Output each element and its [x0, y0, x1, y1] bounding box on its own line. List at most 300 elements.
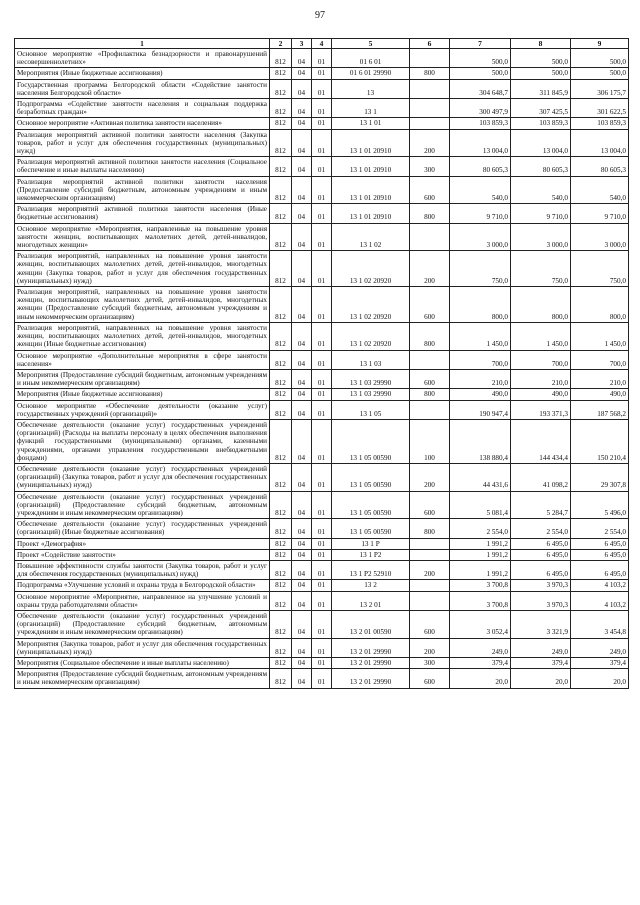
target-article-code: 13 1 01: [332, 118, 410, 129]
ministry-code: 812: [270, 610, 292, 638]
amount-year-2: 800,0: [511, 287, 571, 323]
amount-year-1: 3 700,8: [450, 591, 511, 610]
subsection-code: 01: [312, 560, 332, 579]
target-article-code: 13 2 01 29990: [332, 638, 410, 657]
subsection-code: 01: [312, 491, 332, 519]
expense-name: Основное мероприятие «Обеспечение деятельности (оказание услуг) государственных учреждений (организаций)»: [15, 400, 270, 419]
expense-name: Реализация мероприятий, направленных на повышение уровня занятости женщин, воспитывающих малолетних детей, детей-инвалидов, многодетных женщин (Иные бюджетные ассигнования): [15, 322, 270, 350]
table-row: [15, 99, 629, 118]
amount-year-3: 210,0: [571, 369, 629, 388]
ministry-code: 812: [270, 79, 292, 98]
amount-year-3: 6 495,0: [571, 560, 629, 579]
expense-type-code: [410, 591, 450, 610]
table-row: [15, 638, 629, 657]
expense-name: Мероприятия (Закупка товаров, работ и услуг для обеспечения государственных (муниципальных) нужд): [15, 638, 270, 657]
amount-year-1: 379,4: [450, 658, 511, 669]
ministry-code: 812: [270, 591, 292, 610]
expense-type-code: 100: [410, 419, 450, 463]
expense-name: Обеспечение деятельности (оказание услуг) государственных учреждений (организаций) (Расходы на выплаты персоналу в целях обеспечения выполнения функций государственными (муниципальными) органами, казенными учреждениями, органами управления государственными внебюджетными фондами): [15, 419, 270, 463]
section-code: 04: [292, 99, 312, 118]
table-row: [15, 389, 629, 400]
subsection-code: 01: [312, 251, 332, 287]
table-row: [15, 350, 629, 369]
expense-name: Государственная программа Белгородской области «Содействие занятости населения Белгородской области»: [15, 79, 270, 98]
section-code: 04: [292, 176, 312, 204]
expense-type-code: [410, 99, 450, 118]
amount-year-1: 540,0: [450, 176, 511, 204]
amount-year-3: 301 622,5: [571, 99, 629, 118]
expense-type-code: [410, 549, 450, 560]
amount-year-3: 4 103,2: [571, 591, 629, 610]
table-row: [15, 669, 629, 688]
table-row: [15, 491, 629, 519]
expense-type-code: [410, 49, 450, 68]
section-code: 04: [292, 549, 312, 560]
section-code: 04: [292, 49, 312, 68]
expense-type-code: 600: [410, 369, 450, 388]
amount-year-3: 1 450,0: [571, 322, 629, 350]
amount-year-2: 540,0: [511, 176, 571, 204]
section-code: 04: [292, 223, 312, 251]
amount-year-2: 41 098,2: [511, 463, 571, 491]
section-code: 04: [292, 118, 312, 129]
column-header-4: 4: [312, 39, 332, 49]
amount-year-3: 379,4: [571, 658, 629, 669]
expense-name: Мероприятия (Социальное обеспечение и иные выплаты населению): [15, 658, 270, 669]
ministry-code: 812: [270, 369, 292, 388]
amount-year-3: 13 004,0: [571, 129, 629, 157]
amount-year-3: 20,0: [571, 669, 629, 688]
expense-name: Мероприятия (Предоставление субсидий бюджетным, автономным учреждениям и иным некоммерческим организациям): [15, 669, 270, 688]
ministry-code: 812: [270, 49, 292, 68]
subsection-code: 01: [312, 129, 332, 157]
amount-year-3: 6 495,0: [571, 549, 629, 560]
subsection-code: 01: [312, 79, 332, 98]
expense-type-code: [410, 538, 450, 549]
amount-year-2: 103 859,3: [511, 118, 571, 129]
ministry-code: 812: [270, 157, 292, 176]
amount-year-1: 1 450,0: [450, 322, 511, 350]
amount-year-3: 750,0: [571, 251, 629, 287]
ministry-code: 812: [270, 580, 292, 591]
expense-name: Обеспечение деятельности (оказание услуг) государственных учреждений (организаций) (Предоставление субсидий бюджетным, автономным учреждениям и иным некоммерческим организациям): [15, 491, 270, 519]
amount-year-2: 6 495,0: [511, 538, 571, 549]
expense-name: Проект «Содействие занятости»: [15, 549, 270, 560]
ministry-code: 812: [270, 638, 292, 657]
target-article-code: 13 1 02: [332, 223, 410, 251]
expense-type-code: 200: [410, 638, 450, 657]
table-body: [15, 49, 629, 689]
section-code: 04: [292, 580, 312, 591]
amount-year-3: 4 103,2: [571, 580, 629, 591]
amount-year-3: 3 000,0: [571, 223, 629, 251]
target-article-code: 13 1 05 00590: [332, 491, 410, 519]
amount-year-2: 193 371,3: [511, 400, 571, 419]
target-article-code: 13 1 03 29990: [332, 369, 410, 388]
ministry-code: 812: [270, 99, 292, 118]
expense-type-code: [410, 118, 450, 129]
target-article-code: 13 1 03 29990: [332, 389, 410, 400]
section-code: 04: [292, 287, 312, 323]
expense-type-code: 200: [410, 560, 450, 579]
ministry-code: 812: [270, 251, 292, 287]
table-row: [15, 223, 629, 251]
ministry-code: 812: [270, 538, 292, 549]
target-article-code: 01 6 01: [332, 49, 410, 68]
amount-year-3: 150 210,4: [571, 419, 629, 463]
expense-type-code: 200: [410, 463, 450, 491]
section-code: 04: [292, 419, 312, 463]
amount-year-1: 210,0: [450, 369, 511, 388]
target-article-code: 13 2 01: [332, 591, 410, 610]
target-article-code: 13 1: [332, 99, 410, 118]
amount-year-2: 5 284,7: [511, 491, 571, 519]
target-article-code: 13 1 01 20910: [332, 204, 410, 223]
table-row: [15, 118, 629, 129]
expense-type-code: 800: [410, 322, 450, 350]
expense-type-code: 800: [410, 389, 450, 400]
target-article-code: 13 1 03: [332, 350, 410, 369]
section-code: 04: [292, 658, 312, 669]
column-header-6: 6: [410, 39, 450, 49]
target-article-code: 13 1 02 20920: [332, 251, 410, 287]
ministry-code: 812: [270, 400, 292, 419]
table-row: [15, 176, 629, 204]
expense-type-code: 800: [410, 204, 450, 223]
amount-year-2: 9 710,0: [511, 204, 571, 223]
ministry-code: 812: [270, 491, 292, 519]
subsection-code: 01: [312, 610, 332, 638]
expense-name: Основное мероприятие «Дополнительные мероприятия в сфере занятости населения»: [15, 350, 270, 369]
section-code: 04: [292, 400, 312, 419]
column-header-8: 8: [511, 39, 571, 49]
amount-year-1: 13 004,0: [450, 129, 511, 157]
expense-name: Подпрограмма «Улучшение условий и охраны труда в Белгородской области»: [15, 580, 270, 591]
expense-type-code: [410, 350, 450, 369]
ministry-code: 812: [270, 176, 292, 204]
column-header-3: 3: [292, 39, 312, 49]
table-row: [15, 287, 629, 323]
amount-year-3: 5 496,0: [571, 491, 629, 519]
expense-name: Реализация мероприятий активной политики занятости населения (Закупка товаров, работ и услуг для обеспечения государственных (муниципальных) нужд): [15, 129, 270, 157]
subsection-code: 01: [312, 638, 332, 657]
subsection-code: 01: [312, 204, 332, 223]
expense-name: Основное мероприятие «Активная политика занятости населения»: [15, 118, 270, 129]
subsection-code: 01: [312, 322, 332, 350]
expense-type-code: [410, 400, 450, 419]
subsection-code: 01: [312, 99, 332, 118]
section-code: 04: [292, 369, 312, 388]
amount-year-1: 1 991,2: [450, 560, 511, 579]
page-number: 97: [315, 10, 325, 21]
expense-name: Реализация мероприятий, направленных на повышение уровня занятости женщин, воспитывающих малолетних детей, детей-инвалидов, многодетных женщин (Закупка товаров, работ и услуг для обеспечения государственных (муниципальных) нужд): [15, 251, 270, 287]
section-code: 04: [292, 560, 312, 579]
column-header-9: 9: [571, 39, 629, 49]
amount-year-2: 80 605,3: [511, 157, 571, 176]
amount-year-1: 138 880,4: [450, 419, 511, 463]
section-code: 04: [292, 322, 312, 350]
column-header-1: 1: [15, 39, 270, 49]
table-row: [15, 610, 629, 638]
subsection-code: 01: [312, 538, 332, 549]
amount-year-2: 500,0: [511, 68, 571, 79]
table-row: [15, 322, 629, 350]
subsection-code: 01: [312, 580, 332, 591]
table-row: [15, 658, 629, 669]
expense-type-code: [410, 223, 450, 251]
table-row: [15, 204, 629, 223]
section-code: 04: [292, 463, 312, 491]
target-article-code: 13 1 05 00590: [332, 519, 410, 538]
expense-name: Проект «Демография»: [15, 538, 270, 549]
subsection-code: 01: [312, 549, 332, 560]
amount-year-2: 500,0: [511, 49, 571, 68]
table-row: [15, 538, 629, 549]
section-code: 04: [292, 638, 312, 657]
subsection-code: 01: [312, 419, 332, 463]
table-row: [15, 519, 629, 538]
expense-type-code: 200: [410, 251, 450, 287]
expense-type-code: [410, 580, 450, 591]
amount-year-1: 1 991,2: [450, 549, 511, 560]
table-row: [15, 68, 629, 79]
section-code: 04: [292, 204, 312, 223]
amount-year-2: 700,0: [511, 350, 571, 369]
section-code: 04: [292, 251, 312, 287]
target-article-code: 13 1 Р: [332, 538, 410, 549]
target-article-code: 13 1 05 00590: [332, 419, 410, 463]
ministry-code: 812: [270, 549, 292, 560]
ministry-code: 812: [270, 287, 292, 323]
ministry-code: 812: [270, 389, 292, 400]
amount-year-3: 3 454,8: [571, 610, 629, 638]
expense-type-code: 200: [410, 129, 450, 157]
column-header-5: 5: [332, 39, 410, 49]
table-row: [15, 400, 629, 419]
expense-name: Обеспечение деятельности (оказание услуг) государственных учреждений (организаций) (Закупка товаров, работ и услуг для обеспечения государственных (муниципальных) нужд): [15, 463, 270, 491]
ministry-code: 812: [270, 463, 292, 491]
amount-year-2: 3 321,9: [511, 610, 571, 638]
subsection-code: 01: [312, 669, 332, 688]
ministry-code: 812: [270, 519, 292, 538]
amount-year-1: 5 081,4: [450, 491, 511, 519]
amount-year-2: 750,0: [511, 251, 571, 287]
amount-year-3: 540,0: [571, 176, 629, 204]
table-row: [15, 549, 629, 560]
section-code: 04: [292, 350, 312, 369]
expense-name: Обеспечение деятельности (оказание услуг) государственных учреждений (организаций) (Предоставление субсидий бюджетным, автономным учреждениям и иным некоммерческим организациям): [15, 610, 270, 638]
ministry-code: 812: [270, 204, 292, 223]
subsection-code: 01: [312, 118, 332, 129]
amount-year-2: 6 495,0: [511, 560, 571, 579]
subsection-code: 01: [312, 519, 332, 538]
subsection-code: 01: [312, 369, 332, 388]
amount-year-2: 3 970,3: [511, 580, 571, 591]
amount-year-3: 29 307,8: [571, 463, 629, 491]
expense-type-code: 600: [410, 491, 450, 519]
expense-type-code: 600: [410, 610, 450, 638]
amount-year-2: 6 495,0: [511, 549, 571, 560]
expense-name: Мероприятия (Иные бюджетные ассигнования): [15, 389, 270, 400]
amount-year-2: 2 554,0: [511, 519, 571, 538]
amount-year-3: 187 568,2: [571, 400, 629, 419]
table-row: [15, 157, 629, 176]
amount-year-1: 300 497,9: [450, 99, 511, 118]
table-row: [15, 560, 629, 579]
ministry-code: 812: [270, 68, 292, 79]
ministry-code: 812: [270, 560, 292, 579]
subsection-code: 01: [312, 157, 332, 176]
target-article-code: 13 1 Р2 52910: [332, 560, 410, 579]
amount-year-3: 2 554,0: [571, 519, 629, 538]
subsection-code: 01: [312, 287, 332, 323]
amount-year-1: 2 554,0: [450, 519, 511, 538]
table-row: [15, 369, 629, 388]
amount-year-2: 249,0: [511, 638, 571, 657]
section-code: 04: [292, 491, 312, 519]
expense-name: Повышение эффективности службы занятости (Закупка товаров, работ и услуг для обеспечения государственных (муниципальных) нужд): [15, 560, 270, 579]
amount-year-1: 9 710,0: [450, 204, 511, 223]
target-article-code: 13 1 01 20910: [332, 157, 410, 176]
expense-name: Основное мероприятие «Мероприятия, направленные на повышение уровня занятости женщин, воспитывающих малолетних детей, детей-инвалидов, многодетных женщин»: [15, 223, 270, 251]
expense-type-code: 300: [410, 157, 450, 176]
subsection-code: 01: [312, 400, 332, 419]
expense-type-code: 600: [410, 669, 450, 688]
target-article-code: 13 1 05: [332, 400, 410, 419]
target-article-code: 13 2 01 00590: [332, 610, 410, 638]
amount-year-1: 103 859,3: [450, 118, 511, 129]
ministry-code: 812: [270, 223, 292, 251]
expense-name: Реализация мероприятий, направленных на повышение уровня занятости женщин, воспитывающих малолетних детей, детей-инвалидов, многодетных женщин (Предоставление субсидий бюджетным, автономным учреждениям и иным некоммерческим организациям): [15, 287, 270, 323]
ministry-code: 812: [270, 129, 292, 157]
expense-name: Подпрограмма «Содействие занятости населения и социальная поддержка безработных граждан»: [15, 99, 270, 118]
table-row: [15, 463, 629, 491]
amount-year-1: 1 991,2: [450, 538, 511, 549]
amount-year-2: 13 004,0: [511, 129, 571, 157]
amount-year-3: 6 495,0: [571, 538, 629, 549]
amount-year-1: 700,0: [450, 350, 511, 369]
amount-year-1: 3 052,4: [450, 610, 511, 638]
expense-type-code: 800: [410, 519, 450, 538]
target-article-code: 13 1 02 20920: [332, 322, 410, 350]
amount-year-1: 490,0: [450, 389, 511, 400]
amount-year-2: 3 970,3: [511, 591, 571, 610]
ministry-code: 812: [270, 658, 292, 669]
amount-year-1: 190 947,4: [450, 400, 511, 419]
target-article-code: 13 1 02 20920: [332, 287, 410, 323]
amount-year-3: 800,0: [571, 287, 629, 323]
subsection-code: 01: [312, 176, 332, 204]
subsection-code: 01: [312, 68, 332, 79]
table-row: [15, 79, 629, 98]
amount-year-1: 750,0: [450, 251, 511, 287]
ministry-code: 812: [270, 669, 292, 688]
amount-year-2: 307 425,5: [511, 99, 571, 118]
amount-year-2: 210,0: [511, 369, 571, 388]
target-article-code: 13 2: [332, 580, 410, 591]
section-code: 04: [292, 129, 312, 157]
amount-year-2: 311 845,9: [511, 79, 571, 98]
column-header-2: 2: [270, 39, 292, 49]
section-code: 04: [292, 669, 312, 688]
subsection-code: 01: [312, 463, 332, 491]
amount-year-1: 3 000,0: [450, 223, 511, 251]
target-article-code: 01 6 01 29990: [332, 68, 410, 79]
target-article-code: 13 1 01 20910: [332, 176, 410, 204]
ministry-code: 812: [270, 322, 292, 350]
table-row: [15, 419, 629, 463]
section-code: 04: [292, 389, 312, 400]
ministry-code: 812: [270, 419, 292, 463]
amount-year-1: 20,0: [450, 669, 511, 688]
amount-year-1: 249,0: [450, 638, 511, 657]
amount-year-3: 700,0: [571, 350, 629, 369]
amount-year-2: 1 450,0: [511, 322, 571, 350]
amount-year-3: 500,0: [571, 68, 629, 79]
expense-type-code: [410, 79, 450, 98]
subsection-code: 01: [312, 350, 332, 369]
amount-year-1: 800,0: [450, 287, 511, 323]
amount-year-1: 44 431,6: [450, 463, 511, 491]
expense-name: Обеспечение деятельности (оказание услуг) государственных учреждений (организаций) (Иные бюджетные ассигнования): [15, 519, 270, 538]
amount-year-1: 500,0: [450, 49, 511, 68]
section-code: 04: [292, 157, 312, 176]
subsection-code: 01: [312, 658, 332, 669]
amount-year-3: 306 175,7: [571, 79, 629, 98]
section-code: 04: [292, 538, 312, 549]
column-header-7: 7: [450, 39, 511, 49]
subsection-code: 01: [312, 389, 332, 400]
amount-year-3: 103 859,3: [571, 118, 629, 129]
expense-type-code: 800: [410, 68, 450, 79]
expense-name: Мероприятия (Предоставление субсидий бюджетным, автономным учреждениям и иным некоммерческим организациям): [15, 369, 270, 388]
ministry-code: 812: [270, 118, 292, 129]
subsection-code: 01: [312, 591, 332, 610]
expense-type-code: 600: [410, 287, 450, 323]
budget-table: [14, 38, 629, 689]
table-header-row: [15, 39, 629, 49]
expense-name: Реализация мероприятий активной политики занятости населения (Предоставление субсидий бюджетным, автономным учреждениям и иным некоммерческим организациям): [15, 176, 270, 204]
amount-year-2: 490,0: [511, 389, 571, 400]
table-row: [15, 129, 629, 157]
target-article-code: 13 1 Р2: [332, 549, 410, 560]
amount-year-1: 500,0: [450, 68, 511, 79]
ministry-code: 812: [270, 350, 292, 369]
amount-year-3: 249,0: [571, 638, 629, 657]
expense-name: Основное мероприятие «Профилактика безнадзорности и правонарушений несовершеннолетних»: [15, 49, 270, 68]
expense-name: Основное мероприятие «Мероприятие, направленное на улучшение условий и охраны труда работодателями области»: [15, 591, 270, 610]
amount-year-2: 3 000,0: [511, 223, 571, 251]
table-row: [15, 49, 629, 68]
amount-year-1: 304 648,7: [450, 79, 511, 98]
expense-type-code: 600: [410, 176, 450, 204]
amount-year-3: 9 710,0: [571, 204, 629, 223]
subsection-code: 01: [312, 223, 332, 251]
expense-name: Реализация мероприятий активной политики занятости населения (Иные бюджетные ассигнования): [15, 204, 270, 223]
table-row: [15, 251, 629, 287]
table-row: [15, 580, 629, 591]
target-article-code: 13 2 01 29990: [332, 669, 410, 688]
amount-year-1: 3 700,8: [450, 580, 511, 591]
section-code: 04: [292, 519, 312, 538]
section-code: 04: [292, 591, 312, 610]
target-article-code: 13 2 01 29990: [332, 658, 410, 669]
expense-name: Мероприятия (Иные бюджетные ассигнования): [15, 68, 270, 79]
amount-year-3: 80 605,3: [571, 157, 629, 176]
amount-year-1: 80 605,3: [450, 157, 511, 176]
table-row: [15, 591, 629, 610]
expense-name: Реализация мероприятий активной политики занятости населения (Социальное обеспечение и иные выплаты населению): [15, 157, 270, 176]
